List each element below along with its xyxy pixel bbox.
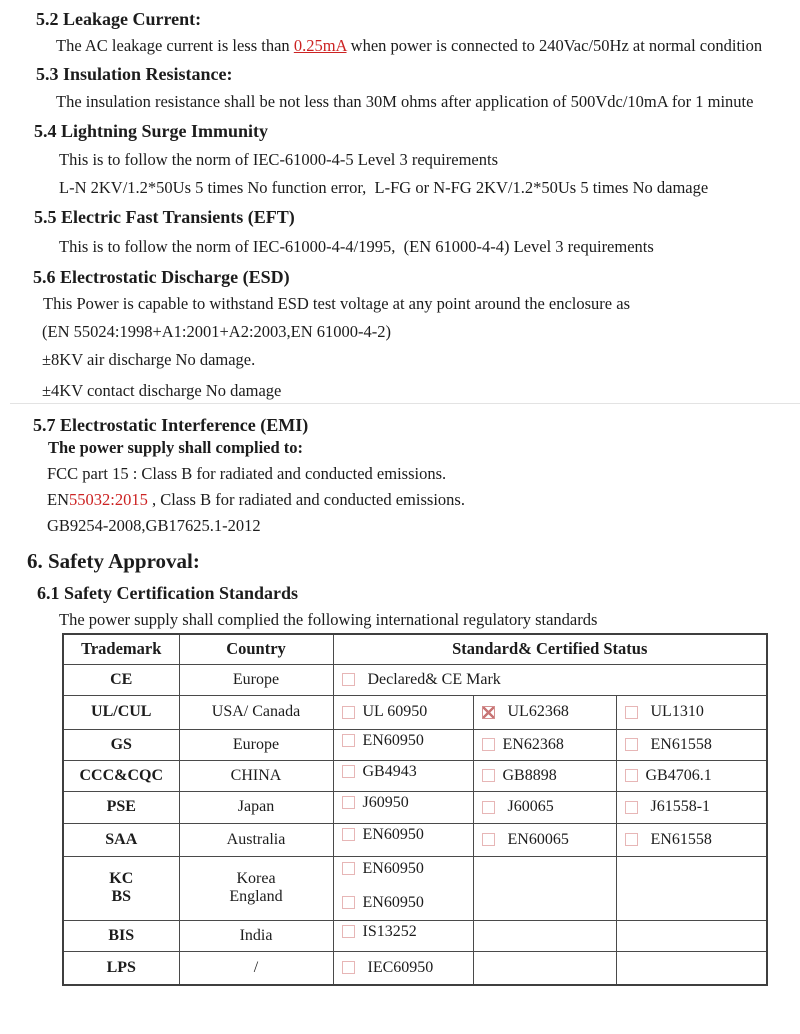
- emi-fcc-text: FCC part 15 : Class B for radiated and conducted emissions.: [47, 464, 447, 483]
- section-divider: [10, 403, 800, 404]
- leakage-current-text: [0, 36, 800, 56]
- checkbox-j60950-icon[interactable]: [342, 796, 355, 809]
- standard-label: UL 60950: [362, 703, 428, 720]
- standard-label: J61558-1: [650, 798, 711, 815]
- certification-intro-text: The power supply shall complied the following international regulatory standards: [59, 610, 598, 629]
- table-row-gs: [63, 729, 767, 760]
- country-label-england: England: [229, 888, 283, 905]
- standard-label: EN60950: [362, 825, 424, 843]
- trademark-cell: SAA: [63, 823, 179, 856]
- checkbox-en60950-kc-icon[interactable]: [342, 862, 355, 875]
- checkbox-ce-declared-icon[interactable]: [342, 673, 355, 686]
- country-cell: USA/ Canada: [179, 695, 333, 729]
- checkbox-en60065-icon[interactable]: [482, 833, 495, 846]
- table-row-kc-bs: [63, 856, 767, 920]
- trademark-cell: CE: [63, 664, 179, 695]
- section-5-6-heading: 5.6 Electrostatic Discharge (ESD): [33, 267, 290, 287]
- table-row-ulcul: [63, 695, 767, 729]
- col-header-standards: Standard& Certified Status: [333, 634, 767, 664]
- standard-label: GB8898: [502, 766, 557, 784]
- checkbox-en62368-icon[interactable]: [482, 738, 495, 751]
- empty-cell: [473, 920, 616, 951]
- standard-label: J60950: [362, 793, 409, 811]
- leakage-text-post: when power is connected to 240Vac/50Hz at normal condition: [346, 36, 763, 55]
- esd-intro-text: This Power is capable to withstand ESD test voltage at any point around the enclosure as: [43, 294, 630, 313]
- trademark-cell: PSE: [63, 791, 179, 823]
- trademark-cell: [63, 856, 179, 920]
- standard-label: Declared& CE Mark: [367, 670, 501, 688]
- insulation-resistance-text: The insulation resistance shall be not less than 30M ohms after application of 500Vdc/10mA for 1 minute: [56, 92, 754, 111]
- empty-cell: [616, 856, 767, 920]
- eft-norm-text: This is to follow the norm of IEC-61000-4-4/1995, (EN 61000-4-4) Level 3 requirements: [59, 237, 654, 256]
- table-row-ccccqc: [63, 760, 767, 791]
- section-5-7-heading: 5.7 Electrostatic Interference (EMI): [33, 415, 309, 435]
- standard-label: UL1310: [650, 703, 704, 720]
- empty-cell: [473, 856, 616, 920]
- checkbox-en60950-saa-icon[interactable]: [342, 828, 355, 841]
- trademark-cell: LPS: [63, 951, 179, 985]
- certification-table: [62, 633, 768, 986]
- table-row-pse: [63, 791, 767, 823]
- country-cell: India: [179, 920, 333, 951]
- emi-complied-subheading: The power supply shall complied to:: [48, 438, 304, 457]
- checkbox-j61558-icon[interactable]: [625, 801, 638, 814]
- standard-label: J60065: [507, 798, 554, 815]
- table-row-lps: [63, 951, 767, 985]
- trademark-label-kc: KC: [109, 870, 134, 887]
- empty-cell: [616, 920, 767, 951]
- checkbox-ul60950-icon[interactable]: [342, 706, 355, 719]
- section-6-heading: 6. Safety Approval:: [27, 549, 200, 573]
- country-cell: Japan: [179, 791, 333, 823]
- standard-label: EN60950: [362, 859, 424, 877]
- leakage-value-highlight: 0.25mA: [293, 36, 347, 55]
- checkbox-en61558-icon[interactable]: [625, 738, 638, 751]
- checkbox-en61558-saa-icon[interactable]: [625, 833, 638, 846]
- country-cell: CHINA: [179, 760, 333, 791]
- standard-label: IEC60950: [367, 958, 434, 976]
- table-header-row: [63, 634, 767, 664]
- checkbox-ul1310-icon[interactable]: [625, 706, 638, 719]
- esd-standards-text: (EN 55024:1998+A1:2001+A2:2003,EN 61000-4-2): [42, 322, 392, 341]
- country-cell: Europe: [179, 729, 333, 760]
- col-header-trademark: Trademark: [63, 634, 179, 664]
- emi-en-post: , Class B for radiated and conducted emissions.: [147, 490, 465, 509]
- checkbox-gb4706-icon[interactable]: [625, 769, 638, 782]
- checkbox-iec60950-icon[interactable]: [342, 961, 355, 974]
- checkbox-en60950-bs-icon[interactable]: [342, 896, 355, 909]
- standard-label: GB4706.1: [645, 766, 712, 784]
- empty-cell: [616, 951, 767, 985]
- emi-gb-text: GB9254-2008,GB17625.1-2012: [47, 516, 261, 535]
- section-5-2-heading: 5.2 Leakage Current:: [36, 9, 202, 29]
- standard-label: EN61558: [650, 735, 712, 753]
- country-cell: /: [179, 951, 333, 985]
- section-6-1-heading: 6.1 Safety Certification Standards: [37, 583, 298, 603]
- table-row-bis: [63, 920, 767, 951]
- table-row-ce: [63, 664, 767, 695]
- emi-en-pre: EN: [47, 490, 69, 509]
- country-cell: [179, 856, 333, 920]
- checkbox-gb8898-icon[interactable]: [482, 769, 495, 782]
- leakage-text-pre: The AC leakage current is less than: [56, 36, 294, 55]
- trademark-cell: CCC&CQC: [63, 760, 179, 791]
- country-label-korea: Korea: [236, 870, 276, 887]
- trademark-cell: GS: [63, 729, 179, 760]
- standard-label: EN60065: [507, 830, 569, 848]
- table-row-saa: [63, 823, 767, 856]
- checkbox-en60950-icon[interactable]: [342, 734, 355, 747]
- surge-levels-text: L-N 2KV/1.2*50Us 5 times No function error, L-FG or N-FG 2KV/1.2*50Us 5 times No damage: [59, 178, 709, 197]
- checkbox-ul62368-icon[interactable]: [482, 706, 495, 719]
- standard-label: EN60950: [362, 731, 424, 749]
- empty-cell: [473, 951, 616, 985]
- checkbox-gb4943-icon[interactable]: [342, 765, 355, 778]
- emi-en-text: [0, 490, 800, 510]
- standard-label: GB4943: [362, 762, 417, 780]
- esd-contact-discharge-text: ±4KV contact discharge No damage: [42, 381, 282, 400]
- esd-air-discharge-text: ±8KV air discharge No damage.: [42, 350, 256, 369]
- section-5-3-heading: 5.3 Insulation Resistance:: [36, 64, 233, 84]
- surge-norm-text: This is to follow the norm of IEC-61000-4-5 Level 3 requirements: [59, 150, 498, 169]
- standard-label: EN61558: [650, 830, 712, 848]
- standard-label: EN62368: [502, 735, 564, 753]
- emi-en-standard-highlight: 55032:2015: [69, 490, 148, 509]
- standard-label: UL62368: [507, 703, 569, 720]
- section-5-5-heading: 5.5 Electric Fast Transients (EFT): [34, 207, 295, 227]
- checkbox-j60065-icon[interactable]: [482, 801, 495, 814]
- country-cell: Europe: [179, 664, 333, 695]
- standard-label: EN60950: [362, 893, 424, 911]
- country-cell: Australia: [179, 823, 333, 856]
- standard-label: IS13252: [362, 922, 417, 940]
- col-header-country: Country: [179, 634, 333, 664]
- trademark-cell: UL/CUL: [63, 695, 179, 729]
- trademark-cell: BIS: [63, 920, 179, 951]
- section-5-4-heading: 5.4 Lightning Surge Immunity: [34, 121, 269, 141]
- checkbox-is13252-icon[interactable]: [342, 925, 355, 938]
- trademark-label-bs: BS: [111, 888, 132, 905]
